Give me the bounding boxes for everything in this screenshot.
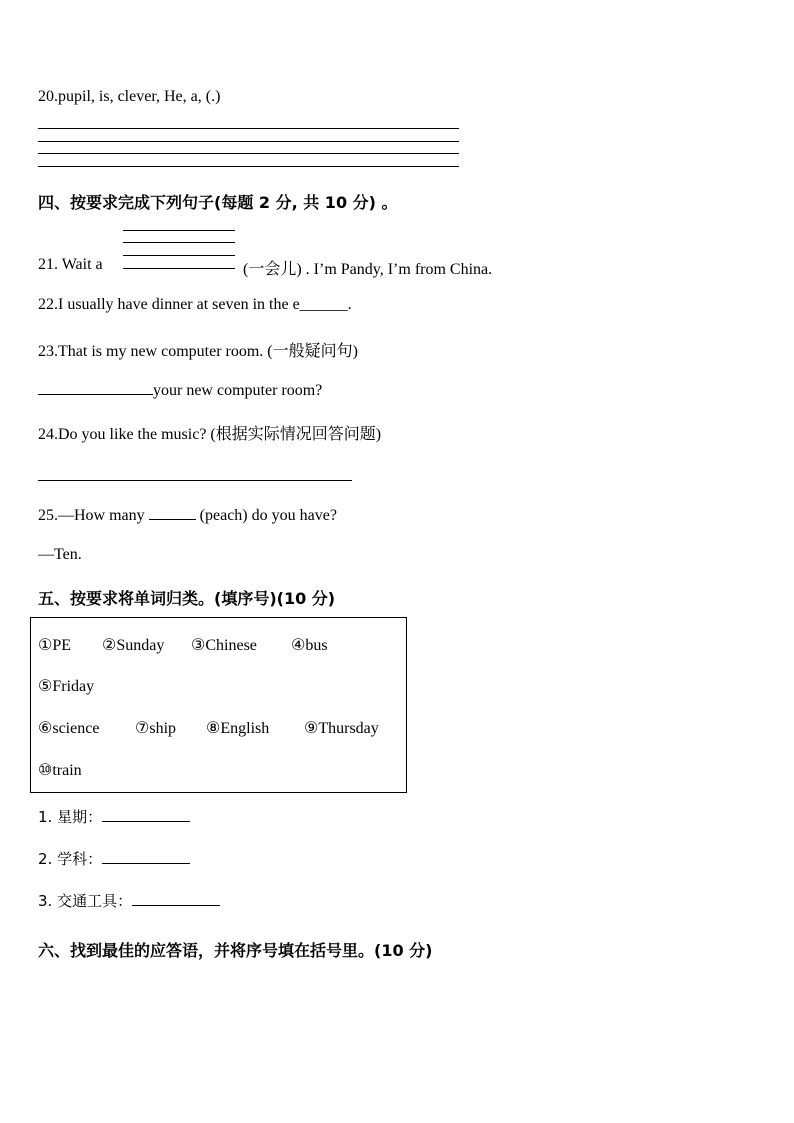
q25-text — [38, 504, 337, 525]
q22-text: 22.I usually have dinner at seven in the e______. — [38, 296, 352, 313]
q25-reply: —Ten. — [38, 546, 82, 563]
q21-hint: (一会儿) . I’m Pandy, I’m from China. — [243, 261, 493, 278]
q25-prefix: 25.—How many — [38, 507, 145, 524]
q20-answer-line-3[interactable] — [38, 153, 459, 154]
q20-text: 20.pupil, is, clever, He, a, (.) — [38, 88, 221, 105]
word-option: ③Chinese — [191, 637, 257, 654]
category-subject — [38, 848, 190, 869]
q23-answer-suffix: your new computer room? — [153, 382, 323, 399]
q23-text: 23.That is my new computer room. (一般疑问句) — [38, 343, 358, 360]
category-weekday — [38, 806, 190, 827]
q23-answer — [38, 379, 322, 400]
category-label: 1. 星期： — [38, 808, 103, 826]
q23-answer-blank[interactable] — [38, 379, 153, 395]
q20-answer-line-1[interactable] — [38, 128, 459, 129]
word-options-box — [30, 617, 407, 793]
word-option: ④bus — [291, 637, 328, 654]
q21-blank-line-3[interactable] — [123, 255, 235, 256]
q21-blank-line-2[interactable] — [123, 242, 235, 243]
q25-suffix: (peach) do you have? — [199, 507, 337, 524]
category-subject-blank[interactable] — [102, 848, 190, 864]
section5-heading: 五、按要求将单词归类。(填序号)(10 分) — [38, 589, 336, 608]
word-option: ⑨Thursday — [304, 720, 379, 737]
section6-heading: 六、找到最佳的应答语，并将序号填在括号里。(10 分) — [38, 941, 433, 960]
q21-blank-line-1[interactable] — [123, 230, 235, 231]
word-option: ①PE — [38, 637, 72, 654]
q24-answer-line[interactable] — [38, 480, 352, 481]
q21-blank-line-4[interactable] — [123, 268, 235, 269]
word-option: ⑤Friday — [38, 678, 95, 695]
category-transport — [38, 890, 220, 911]
category-label: 2. 学科： — [38, 850, 103, 868]
word-option: ②Sunday — [102, 637, 165, 654]
category-label: 3. 交通工具： — [38, 892, 133, 910]
word-option: ⑦ship — [135, 720, 177, 737]
q20-answer-line-2[interactable] — [38, 141, 459, 142]
word-option: ⑥science — [38, 720, 100, 737]
q24-text: 24.Do you like the music? (根据实际情况回答问题) — [38, 426, 382, 443]
q20-answer-line-4[interactable] — [38, 166, 459, 167]
category-transport-blank[interactable] — [132, 890, 220, 906]
word-option: ⑩train — [38, 762, 82, 779]
word-option: ⑧English — [206, 720, 270, 737]
q25-blank[interactable] — [149, 504, 196, 520]
q21-prefix: 21. Wait a — [38, 256, 103, 273]
section4-heading: 四、按要求完成下列句子(每题 2 分, 共 10 分) 。 — [38, 193, 398, 212]
category-weekday-blank[interactable] — [102, 806, 190, 822]
